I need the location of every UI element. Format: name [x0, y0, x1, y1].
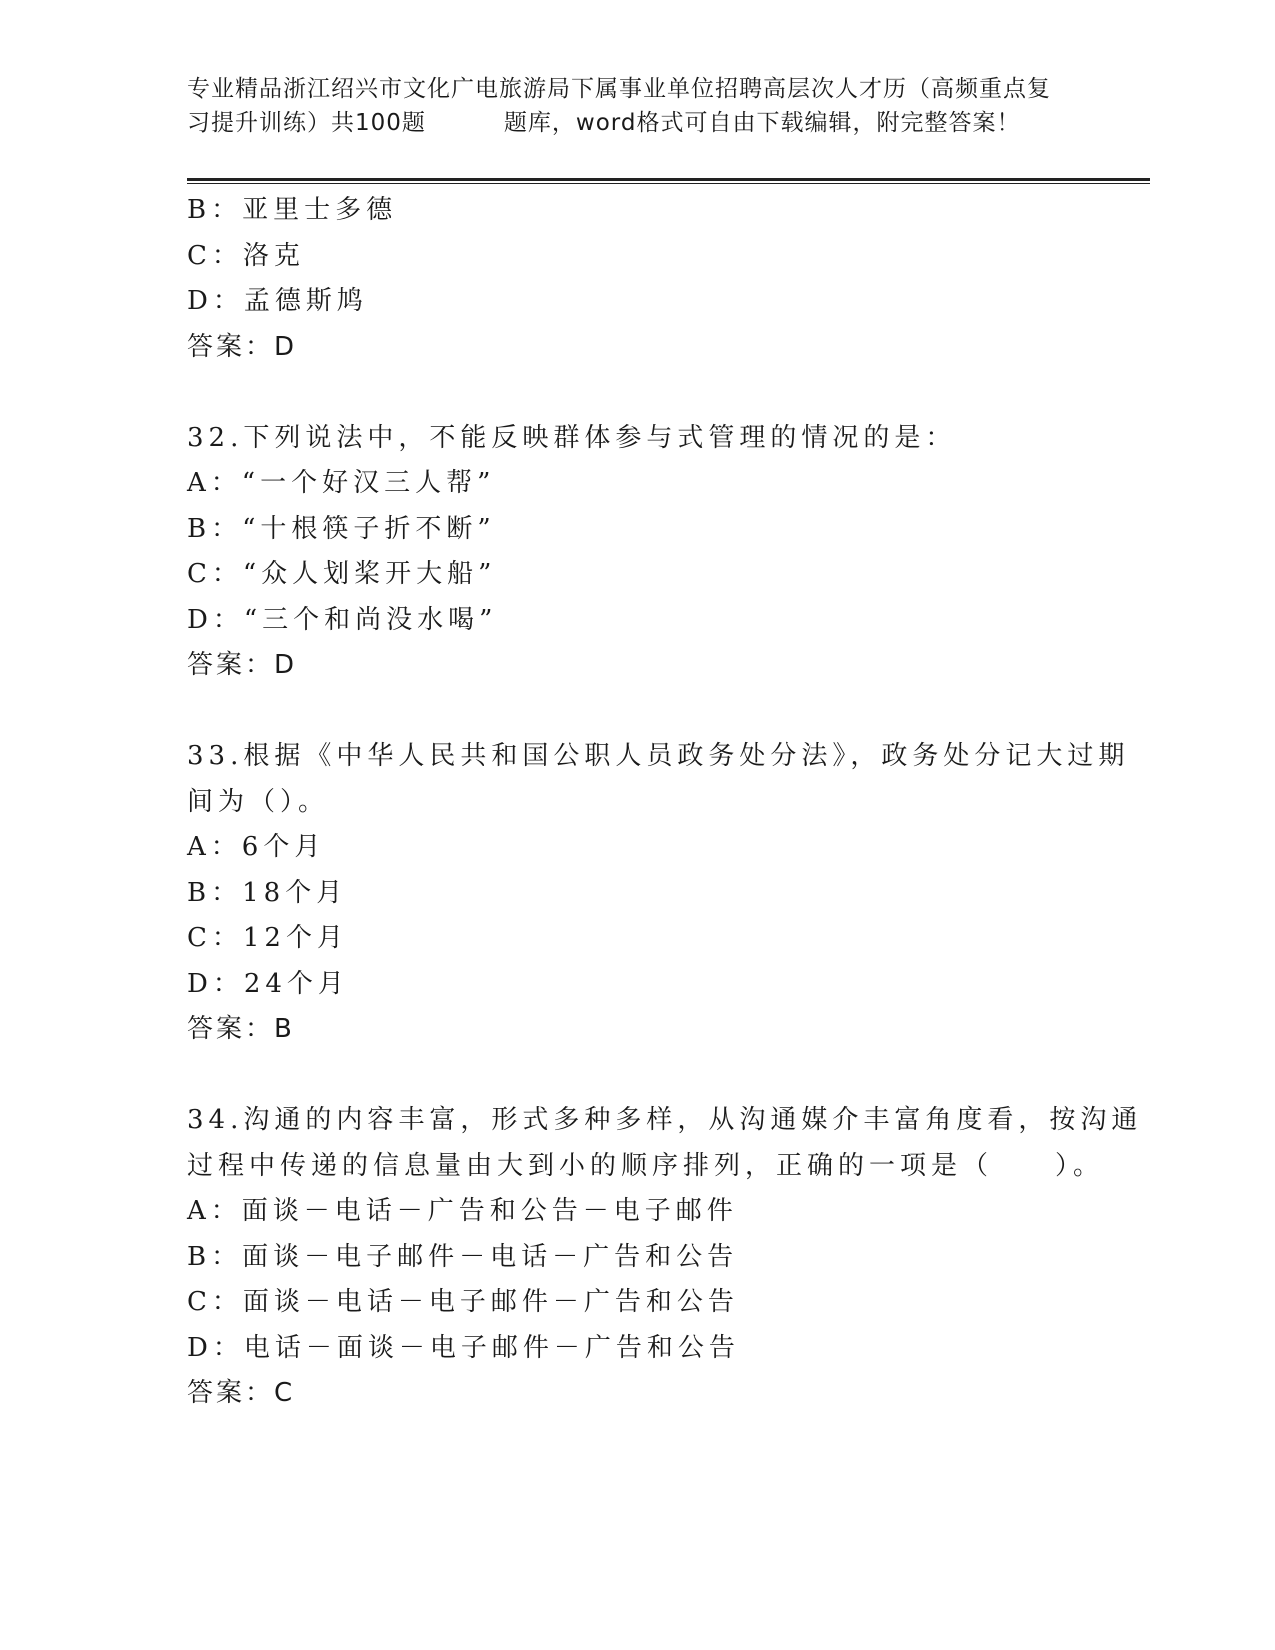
- option-item: A：6个月: [187, 832, 326, 862]
- header-line-2: [187, 106, 1087, 140]
- question-stem-continued: 过程中传递的信息量由大到小的顺序排列，正确的一项是（ ）。: [187, 1150, 1105, 1181]
- header-divider-thin: [187, 183, 1150, 184]
- option-item: D：“三个和尚没水喝”: [187, 604, 498, 635]
- option-item: B：18个月: [187, 877, 348, 908]
- header-line-2-right: 题库，word格式可自由下载编辑，附完整答案！: [503, 110, 1021, 136]
- option-item: C：“众人划桨开大船”: [187, 559, 497, 589]
- question-stem: 32.下列说法中，不能反映群体参与式管理的情况的是：: [187, 422, 957, 453]
- option-item: B：亚里士多德: [187, 195, 398, 225]
- question-stem: 34.沟通的内容丰富，形式多种多样，从沟通媒介丰富角度看，按沟通: [187, 1105, 1143, 1135]
- option-item: D：孟德斯鸠: [187, 286, 368, 316]
- option-item: D：电话－面谈－电子邮件－广告和公告: [187, 1332, 740, 1363]
- header-line-1: 专业精品浙江绍兴市文化广电旅游局下属事业单位招聘高层次人才历（高频重点复: [187, 76, 1051, 102]
- question-stem: 33.根据《中华人民共和国公职人员政务处分法》，政务处分记大过期: [187, 741, 1130, 771]
- option-item: C：12个月: [187, 923, 348, 953]
- answer-line: 答案：D: [187, 650, 298, 680]
- header-line-2-left: 习提升训练）共100题: [187, 110, 426, 136]
- option-item: A：面谈－电话－广告和公告－电子邮件: [187, 1196, 738, 1226]
- option-item: B：面谈－电子邮件－电话－广告和公告: [187, 1241, 739, 1272]
- option-item: B：“十根筷子折不断”: [187, 513, 496, 544]
- header-divider: [187, 178, 1150, 181]
- answer-line: 答案：B: [187, 1014, 295, 1044]
- option-item: D：24个月: [187, 968, 349, 999]
- question-32: [187, 416, 1087, 689]
- question-34: [187, 1098, 1143, 1417]
- question-33: [187, 734, 1130, 1053]
- question-list: [187, 188, 1143, 1417]
- option-item: C：洛克: [187, 240, 305, 271]
- page-header: [187, 72, 1087, 140]
- answer-line: 答案：C: [187, 1378, 296, 1408]
- question-stem-continued: 间为（）。: [187, 786, 330, 817]
- answer-line: 答案：D: [187, 331, 298, 362]
- option-item: A：“一个好汉三人帮”: [187, 468, 496, 498]
- option-item: C：面谈－电话－电子邮件－广告和公告: [187, 1287, 739, 1317]
- question-31-continued: [187, 188, 1087, 370]
